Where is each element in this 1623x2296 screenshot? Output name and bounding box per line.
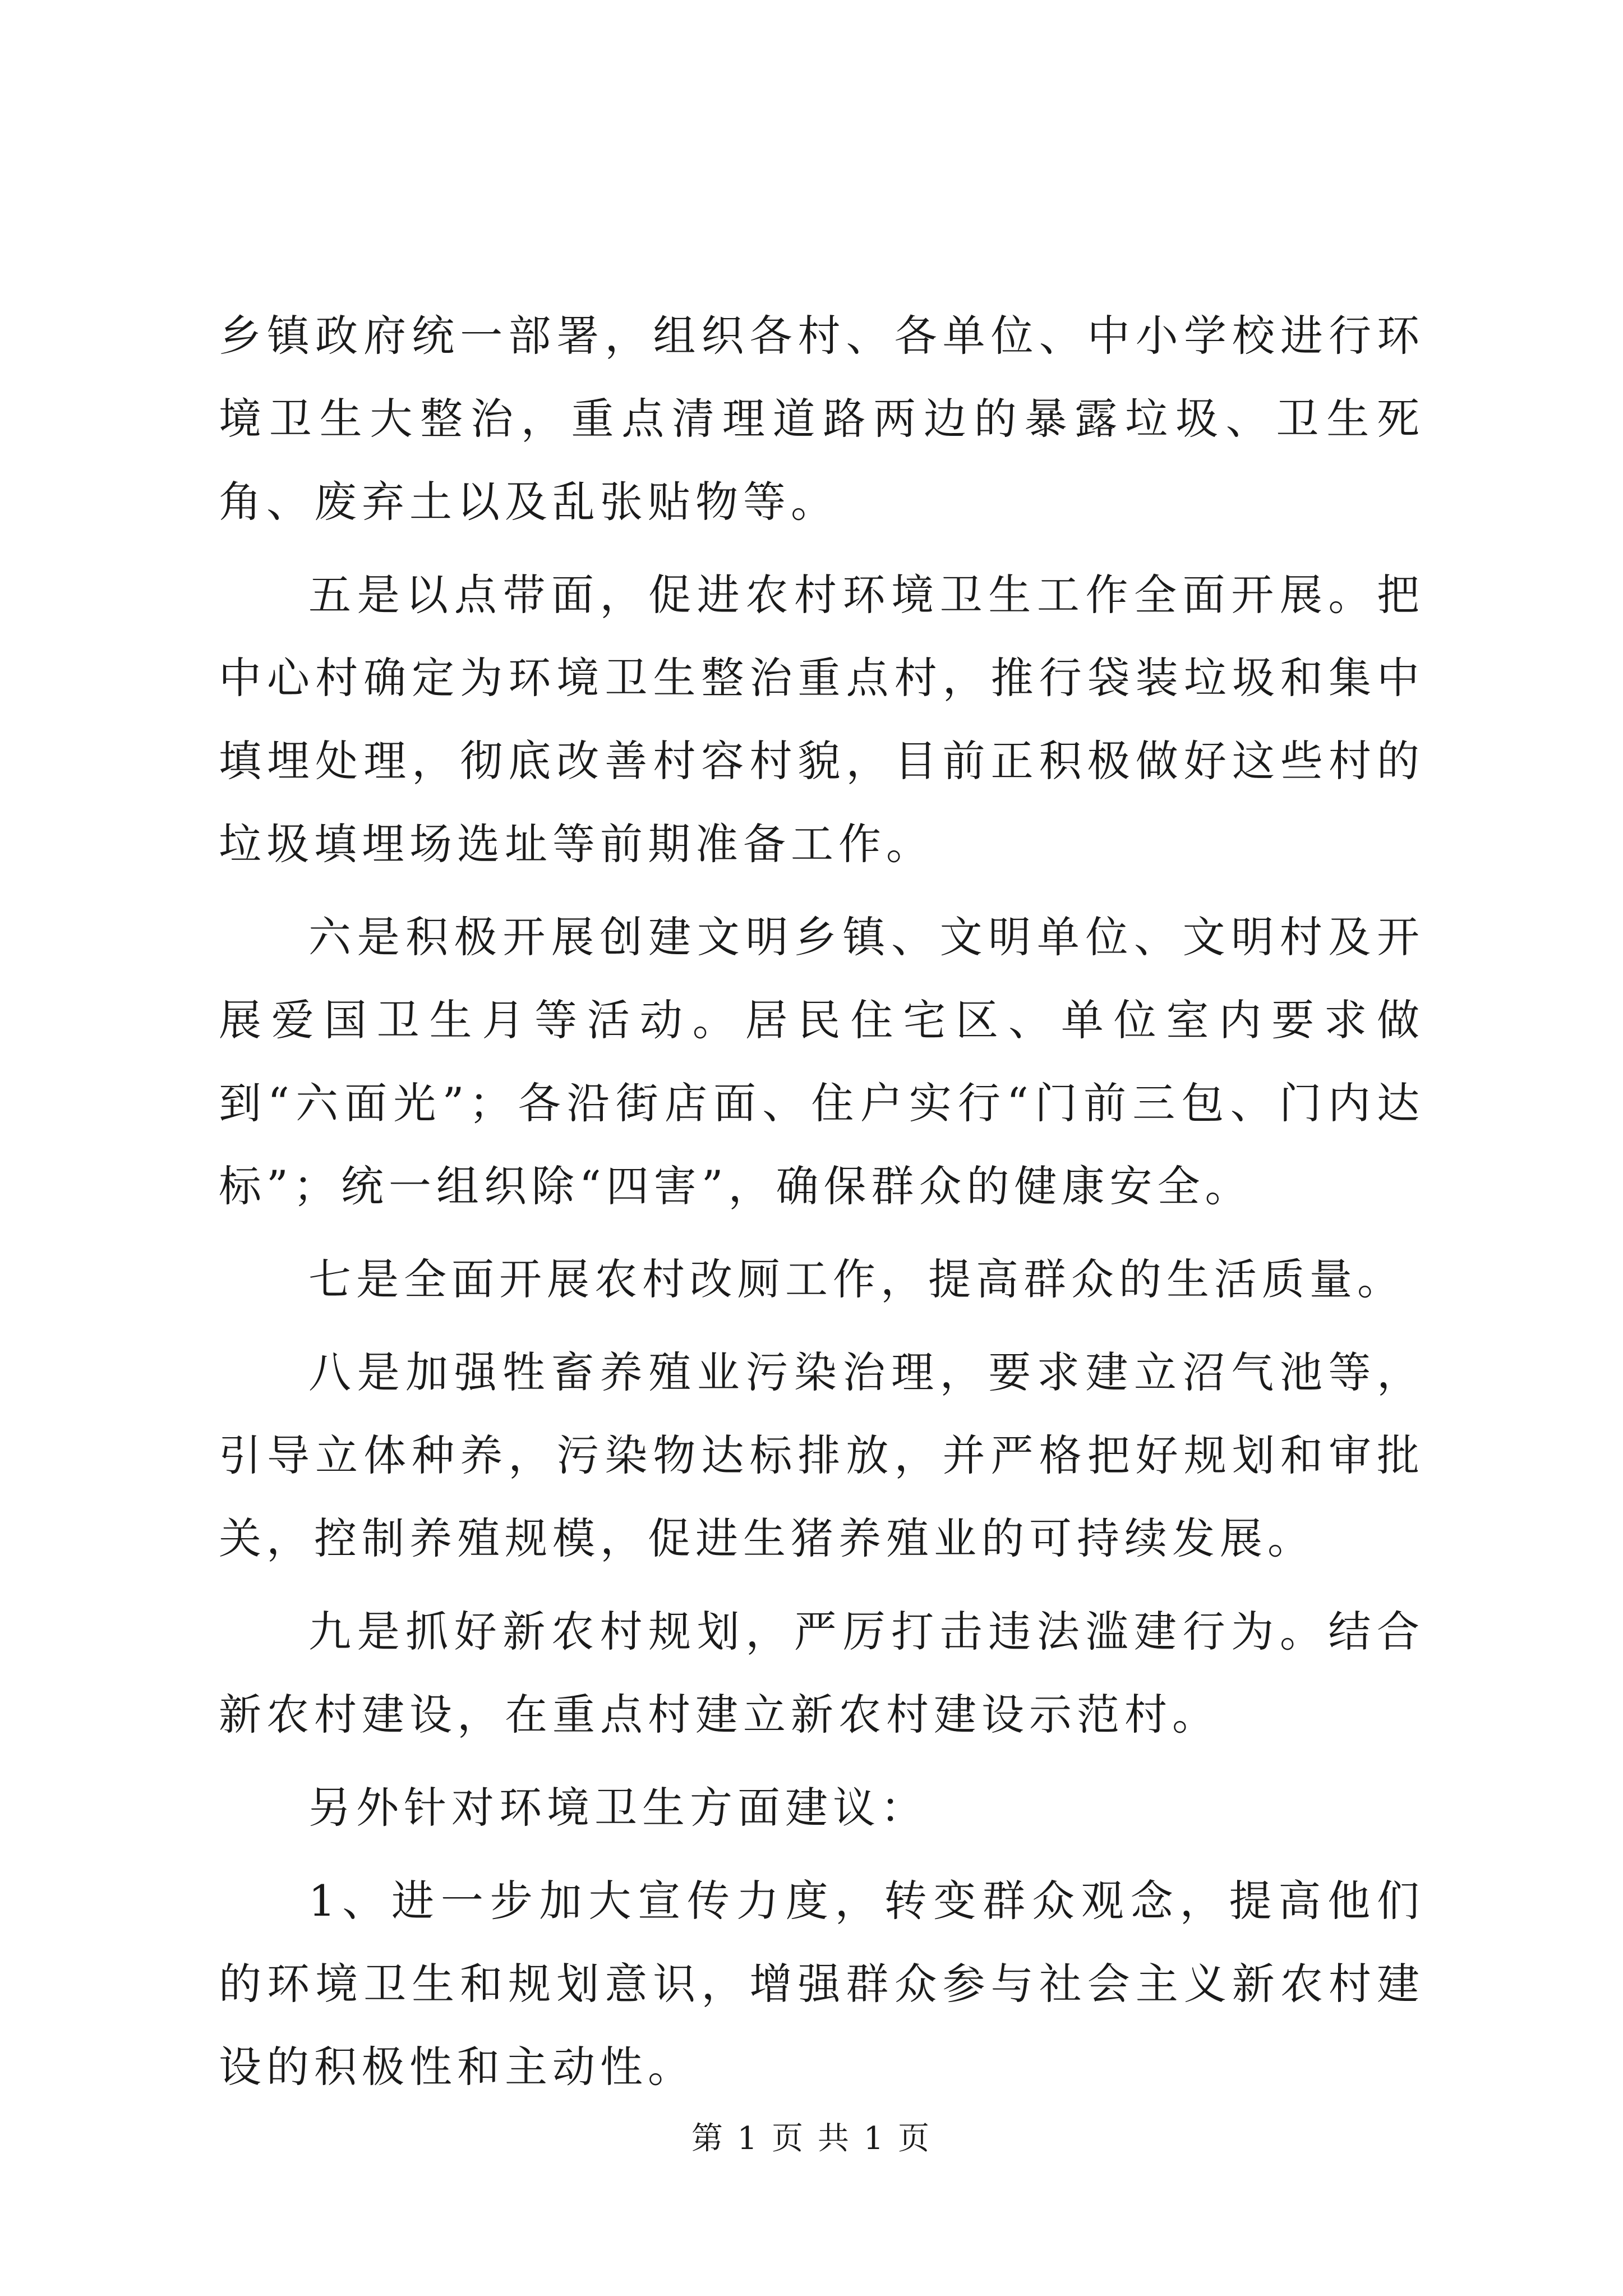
paragraph-item-5: 五是以点带面，促进农村环境卫生工作全面开展。把中心村确定为环境卫生整治重点村，推行袋装垃圾和集中填埋处理，彻底改善村容村貌，目前正积极做好这些村的垃圾填埋场选址等前期准备工作。 — [219, 570, 1424, 869]
paragraph-item-9: 九是抓好新农村规划，严厉打击违法滥建行为。结合新农村建设，在重点村建立新农村建设示范村。 — [219, 1607, 1424, 1740]
paragraph-suggestions-intro: 另外针对环境卫生方面建议： — [308, 1783, 928, 1833]
document-body — [219, 295, 1424, 2119]
page-number-footer: 第 1 页 共 1 页 — [691, 2120, 932, 2157]
paragraph-suggestion-1: 1、进一步加大宣传力度，转变群众观念，提高他们的环境卫生和规划意识，增强群众参与社会主义新农村建设的积极性和主动性。 — [219, 1876, 1424, 2092]
paragraph-item-6: 六是积极开展创建文明乡镇、文明单位、文明村及开展爱国卫生月等活动。居民住宅区、单位室内要求做到“六面光”；各沿街店面、住户实行“门前三包、门内达标”；统一组织除“四害”，确保群众的健康安全。 — [219, 912, 1424, 1211]
paragraph-item-8: 八是加强牲畜养殖业污染治理，要求建立沼气池等，引导立体种养，污染物达标排放，并严格把好规划和审批关，控制养殖规模，促进生猪养殖业的可持续发展。 — [219, 1347, 1424, 1563]
paragraph-continuation: 乡镇政府统一部署，组织各村、各单位、中小学校进行环境卫生大整治，重点清理道路两边的暴露垃圾、卫生死角、废弃土以及乱张贴物等。 — [219, 311, 1424, 527]
paragraph-item-7: 七是全面开展农村改厕工作，提高群众的生活质量。 — [308, 1254, 1405, 1304]
